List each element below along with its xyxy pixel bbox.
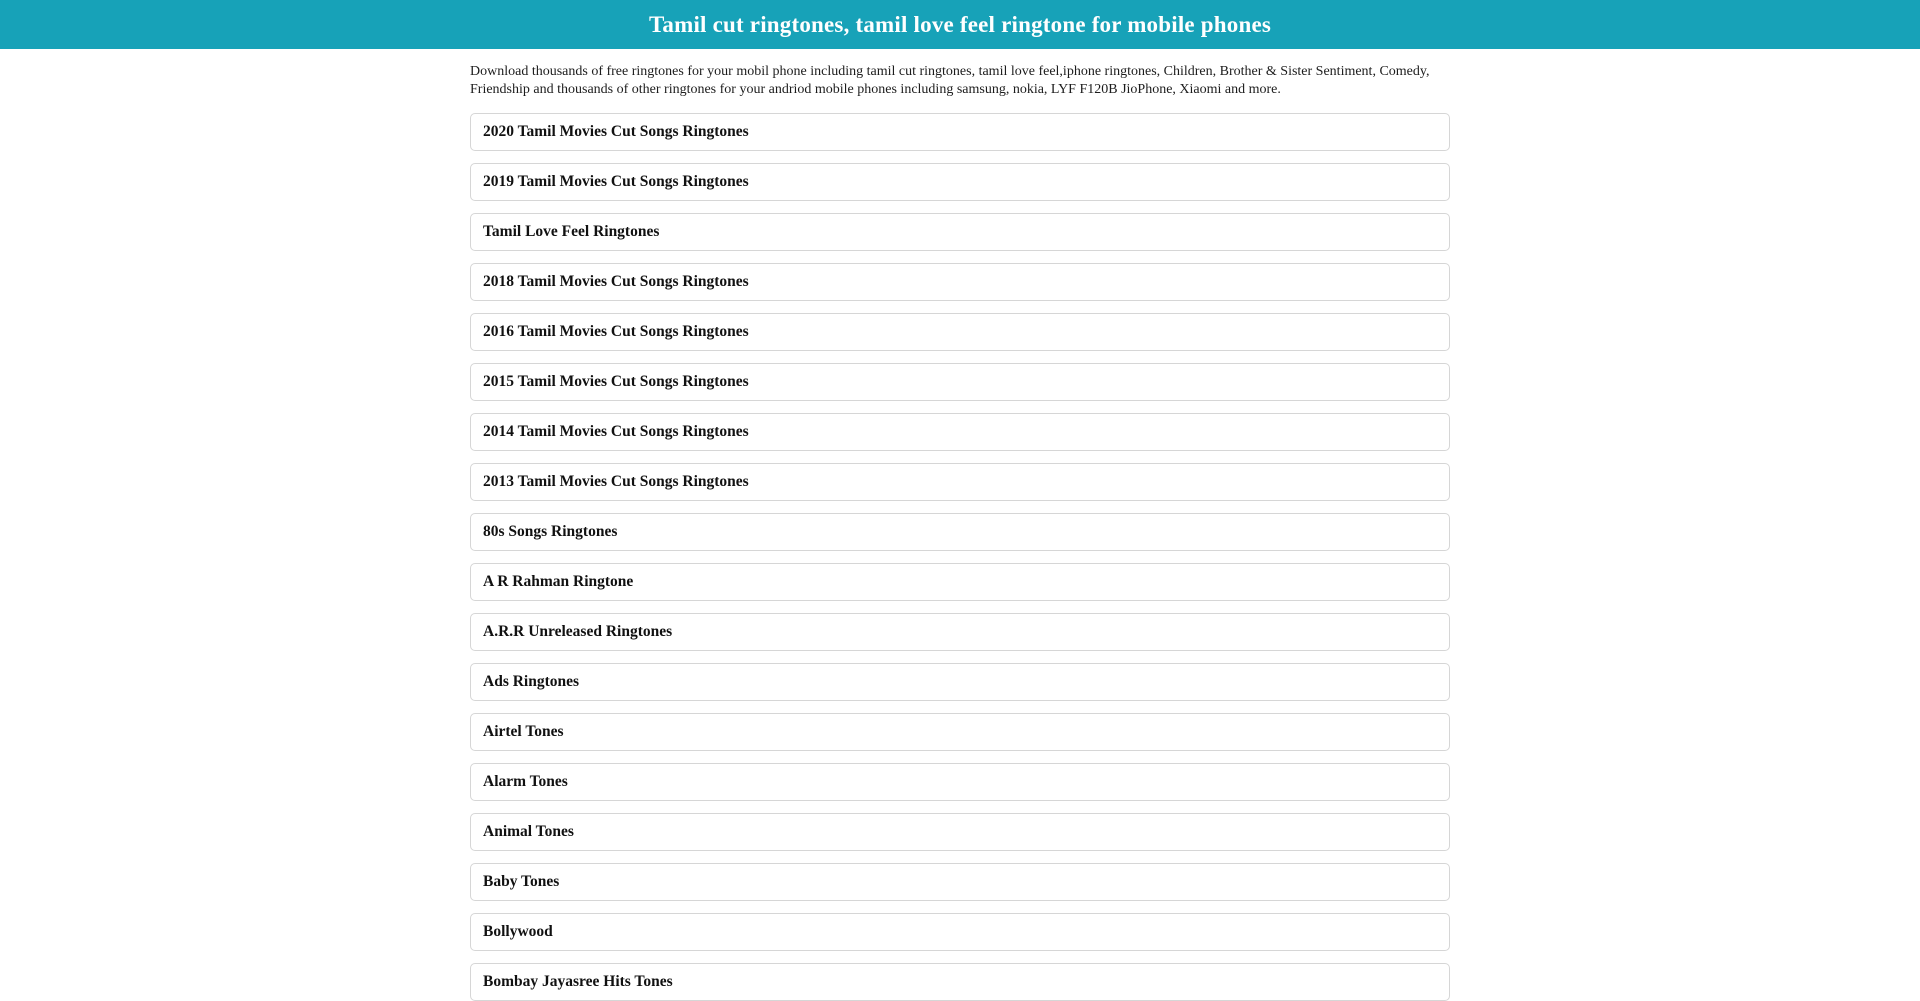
- category-item[interactable]: [470, 813, 1450, 851]
- category-item[interactable]: [470, 163, 1450, 201]
- category-item[interactable]: [470, 363, 1450, 401]
- category-label: Tamil Love Feel Ringtones: [483, 223, 660, 240]
- category-item[interactable]: [470, 313, 1450, 351]
- category-item[interactable]: [470, 613, 1450, 651]
- category-label: 2019 Tamil Movies Cut Songs Ringtones: [483, 173, 749, 190]
- category-label: 2014 Tamil Movies Cut Songs Ringtones: [483, 423, 749, 440]
- category-item[interactable]: [470, 513, 1450, 551]
- category-label: Ads Ringtones: [483, 673, 580, 690]
- category-item[interactable]: [470, 963, 1450, 1001]
- category-list: [470, 113, 1450, 1001]
- category-item[interactable]: [470, 763, 1450, 801]
- category-item[interactable]: [470, 713, 1450, 751]
- main-content: [470, 63, 1450, 1001]
- category-item[interactable]: [470, 663, 1450, 701]
- page-header: [0, 0, 1920, 49]
- category-label: A R Rahman Ringtone: [483, 573, 634, 590]
- category-label: 2013 Tamil Movies Cut Songs Ringtones: [483, 473, 749, 490]
- category-label: 2015 Tamil Movies Cut Songs Ringtones: [483, 373, 749, 390]
- page-title: Tamil cut ringtones, tamil love feel ringtone for mobile phones: [648, 11, 1272, 37]
- category-label: 2018 Tamil Movies Cut Songs Ringtones: [483, 273, 749, 290]
- category-label: Airtel Tones: [483, 723, 564, 740]
- category-item[interactable]: [470, 563, 1450, 601]
- category-label: A.R.R Unreleased Ringtones: [483, 623, 673, 640]
- category-label: Alarm Tones: [483, 773, 568, 790]
- category-item[interactable]: [470, 863, 1450, 901]
- intro-text: Download thousands of free ringtones for your mobil phone including tamil cut ringtones, tamil love feel,iphone ringtones, Children, Brother & Sister Sentiment, Comedy, Friendship and thousands of other ringtones for your andriod mobile phones including samsung, nokia, LYF F120B JioPhone, Xiaomi and more.: [470, 64, 1430, 97]
- category-item[interactable]: [470, 263, 1450, 301]
- category-item[interactable]: [470, 463, 1450, 501]
- category-label: 2020 Tamil Movies Cut Songs Ringtones: [483, 123, 749, 140]
- category-item[interactable]: [470, 113, 1450, 151]
- category-label: Baby Tones: [483, 873, 560, 890]
- category-item[interactable]: [470, 213, 1450, 251]
- category-item[interactable]: [470, 413, 1450, 451]
- category-label: 2016 Tamil Movies Cut Songs Ringtones: [483, 323, 749, 340]
- category-label: Bollywood: [483, 923, 553, 940]
- category-item[interactable]: [470, 913, 1450, 951]
- category-label: Animal Tones: [483, 823, 574, 840]
- category-label: Bombay Jayasree Hits Tones: [483, 973, 673, 990]
- category-label: 80s Songs Ringtones: [483, 523, 618, 540]
